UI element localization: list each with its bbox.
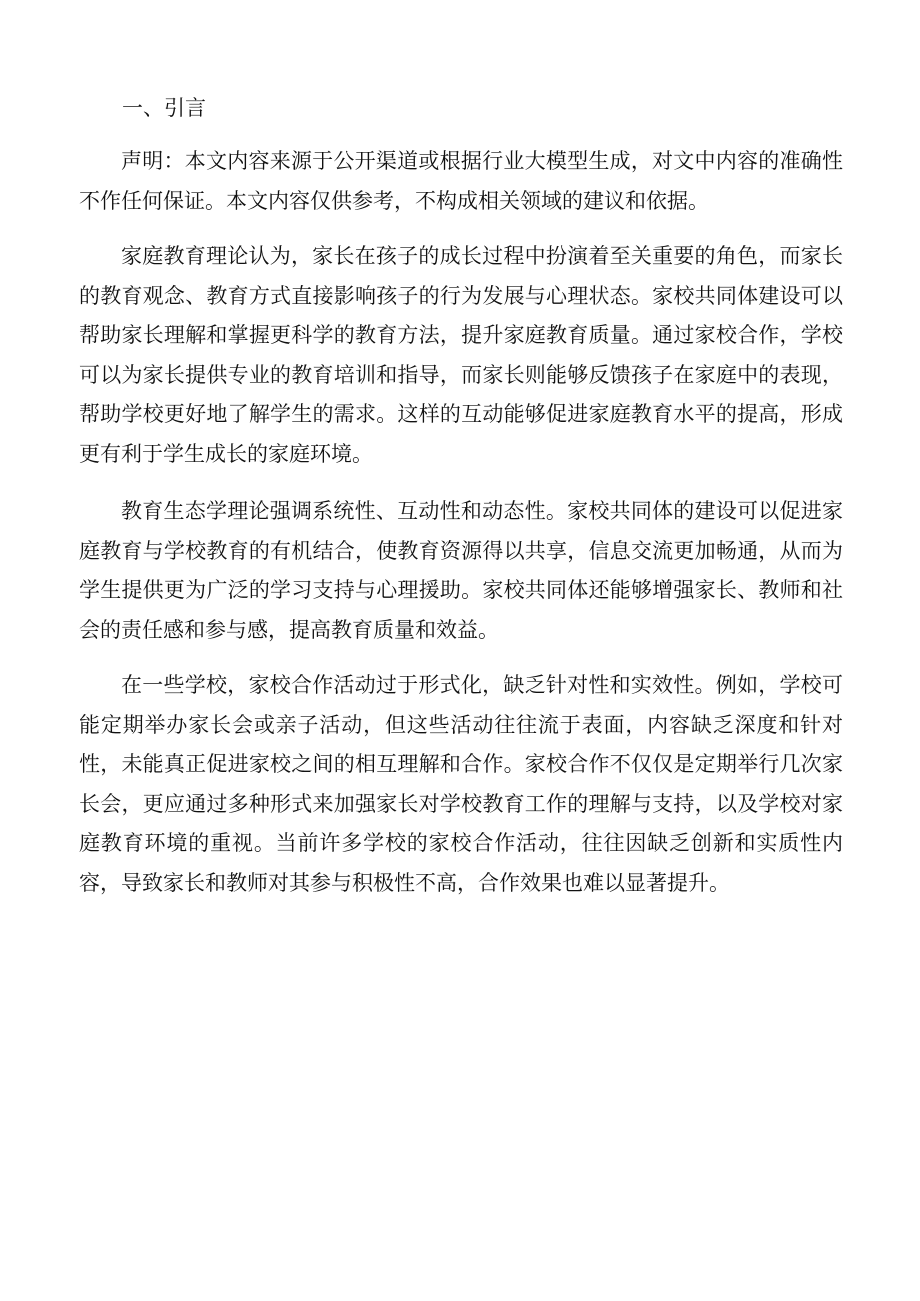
education-ecology-paragraph: 教育生态学理论强调系统性、互动性和动态性。家校共同体的建设可以促进家庭教育与学校教育的有机结合，使教育资源得以共享，信息交流更加畅通，从而为学生提供更为广泛的学习支持与心理援助。家校共同体还能够增强家长、教师和社会的责任感和参与感，提高教育质量和效益。 <box>79 499 843 642</box>
section-heading: 一、引言 <box>122 96 206 120</box>
cooperation-issues-paragraph: 在一些学校，家校合作活动过于形式化，缺乏针对性和实效性。例如，学校可能定期举办家长会或亲子活动，但这些活动往往流于表面，内容缺乏深度和针对性，未能真正促进家校之间的相互理解和合作。家校合作不仅仅是定期举行几次家长会，更应通过多种形式来加强家长对学校教育工作的理解与支持，以及学校对家庭教育环境的重视。当前许多学校的家校合作活动，往往因缺乏创新和实质性内容，导致家长和教师对其参与积极性不高，合作效果也难以显著提升。 <box>79 673 843 895</box>
family-education-paragraph: 家庭教育理论认为，家长在孩子的成长过程中扮演着至关重要的角色，而家长的教育观念、教育方式直接影响孩子的行为发展与心理状态。家校共同体建设可以帮助家长理解和掌握更科学的教育方法，提升家庭教育质量。通过家校合作，学校可以为家长提供专业的教育培训和指导，而家长则能够反馈孩子在家庭中的表现，帮助学校更好地了解学生的需求。这样的互动能够促进家庭教育水平的提高，形成更有利于学生成长的家庭环境。 <box>79 244 843 466</box>
disclaimer-paragraph: 声明：本文内容来源于公开渠道或根据行业大模型生成，对文中内容的准确性不作任何保证。本文内容仅供参考，不构成相关领域的建议和依据。 <box>79 149 843 213</box>
document-body <box>79 86 843 919</box>
